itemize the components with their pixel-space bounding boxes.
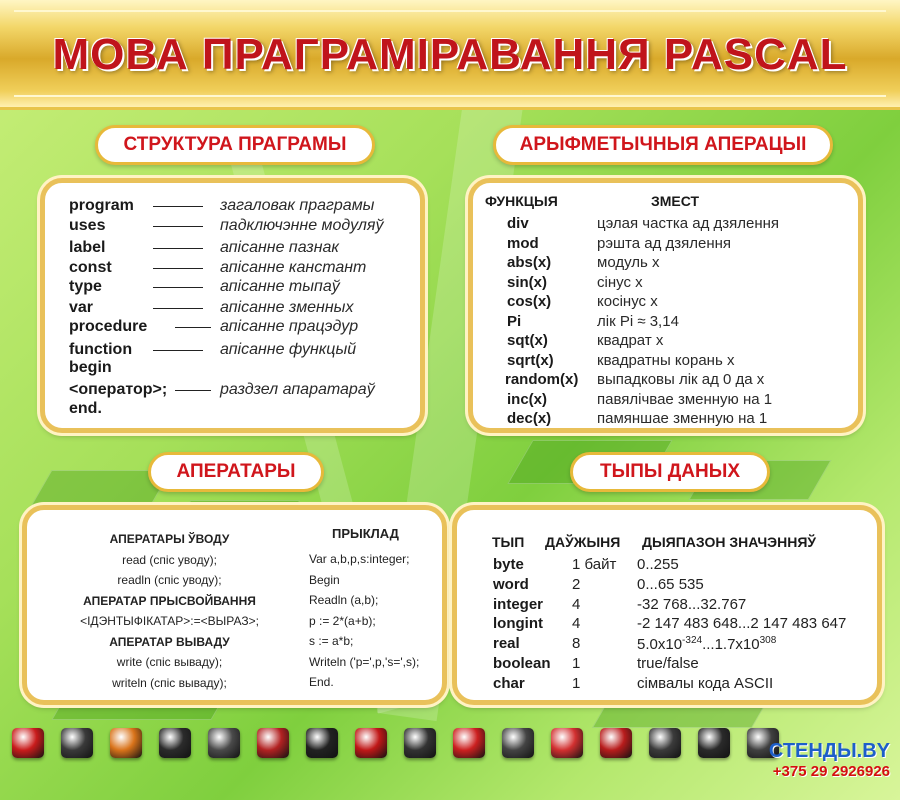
operator-line: readln (спіс уводу);	[117, 573, 222, 587]
operator-section-title: АПЕРАТАР ПРЫСВОЙВАННЯ	[83, 593, 256, 608]
quicktime-icon	[355, 728, 387, 758]
types-heading: ТЫПЫ ДАНЫХ	[570, 452, 770, 492]
arith-description: сінус х	[597, 273, 643, 291]
structure-dash	[153, 226, 203, 227]
type-name: char	[493, 674, 525, 692]
monitor-icon	[453, 728, 485, 758]
type-range: -32 768...32.767	[637, 595, 747, 613]
arith-function: inc(x)	[507, 390, 548, 408]
arith-description: квадрат х	[597, 332, 664, 349]
type-name: integer	[493, 595, 544, 613]
operators-heading: АПЕРАТАРЫ	[148, 452, 324, 492]
example-heading: ПРЫКЛАД	[332, 526, 399, 541]
arith-description: лік Pi ≈ 3,14	[597, 312, 679, 330]
example-code-line: Begin	[309, 572, 340, 587]
icon-bar	[0, 722, 900, 800]
arith-function: abs(x)	[507, 254, 552, 271]
keyboard-icon	[502, 728, 534, 758]
arith-function: div	[507, 215, 529, 232]
type-length: 1 байт	[572, 556, 617, 573]
type-length: 1	[572, 655, 581, 672]
headphones-icon	[306, 728, 338, 758]
folder-icon	[404, 728, 436, 758]
structure-description: апісанне зменных	[220, 299, 354, 316]
structure-panel	[40, 178, 425, 433]
structure-description: раздзел апаратараў	[220, 381, 375, 398]
structure-dash	[153, 268, 203, 269]
printer-icon	[649, 728, 681, 758]
structure-dash	[153, 350, 203, 351]
type-range: 0..255	[637, 556, 679, 573]
arith-function: cos(x)	[507, 293, 552, 310]
type-length: 4	[572, 615, 581, 633]
structure-heading: СТРУКТУРА ПРАГРАМЫ	[95, 125, 375, 165]
arith-function: mod	[507, 234, 539, 252]
structure-dash	[153, 287, 203, 288]
structure-description: падключэнне модуляў	[220, 217, 384, 234]
structure-keyword: function	[69, 341, 133, 358]
type-range	[637, 635, 776, 653]
network-cable-icon	[257, 728, 289, 758]
utorrent-icon	[110, 728, 142, 758]
trash-icon	[698, 728, 730, 758]
operator-line: read (спіс уводу);	[122, 552, 217, 567]
structure-keyword: type	[69, 278, 102, 295]
arith-description: павялічвае зменную на 1	[597, 390, 773, 408]
operator-section-title: АПЕРАТАРЫ ЎВОДУ	[109, 532, 230, 546]
structure-keyword: end.	[69, 400, 102, 417]
trash-icon	[159, 728, 191, 758]
example-code-line: p := 2*(a+b);	[309, 613, 376, 628]
example-code-line: s := a*b;	[309, 634, 354, 648]
type-range-exponent: 308	[759, 635, 777, 647]
structure-description: апісанне працэдур	[220, 318, 359, 335]
arith-description: рэшта ад дзялення	[597, 234, 732, 252]
structure-keyword: label	[69, 239, 106, 256]
type-range: сімвалы кода ASCII	[637, 674, 774, 692]
structure-dash	[175, 327, 211, 328]
structure-description: апісанне пазнак	[220, 239, 339, 256]
arith-description: памяншае зменную на 1	[597, 410, 768, 427]
type-name: word	[493, 575, 529, 593]
operator-section-title: АПЕРАТАР ВЫВАДУ	[109, 634, 230, 649]
type-length: 1	[572, 674, 581, 692]
arith-panel	[468, 178, 863, 433]
operator-line: <ІДЭНТЫФІКАТАР>:=<ВЫРАЗ>;	[80, 614, 259, 628]
type-range-part: ...1.7x10	[702, 636, 760, 654]
arith-function: sin(x)	[507, 273, 548, 291]
operator-line: write (спіс вываду);	[116, 655, 223, 669]
brand-phone: +375 29 2926926	[772, 763, 890, 780]
printer-icon	[208, 728, 240, 758]
type-name: real	[493, 635, 520, 653]
arith-heading: АРЫФМЕТЫЧНЫЯ АПЕРАЦЫІ	[493, 125, 833, 165]
structure-keyword: <оператор>;	[69, 381, 168, 398]
arith-description: квадратны корань х	[597, 351, 735, 369]
type-name: boolean	[493, 655, 551, 672]
example-code-line: Var a,b,p,s:integer;	[309, 552, 410, 566]
structure-keyword: var	[69, 299, 94, 316]
page-title: МОВА ПРАГРАМІРАВАННЯ PASCAL	[52, 30, 848, 79]
type-length: 4	[572, 595, 581, 613]
brand-name: СТЕНДЫ.BY	[768, 740, 890, 762]
arith-function: sqrt(x)	[507, 351, 554, 369]
example-code-line: End.	[309, 675, 334, 689]
arith-function: Pi	[507, 312, 522, 330]
type-length: 8	[572, 635, 581, 653]
structure-description: загаловак праграмы	[220, 197, 375, 214]
type-range: true/false	[637, 655, 699, 672]
types-col-type: ТЫП	[492, 534, 525, 550]
arith-function: random(x)	[505, 371, 579, 388]
type-name: byte	[493, 556, 524, 573]
structure-dash	[153, 248, 203, 249]
tv-icon	[12, 728, 44, 758]
example-code-line: Writeln ('p=',p,'s=',s);	[309, 654, 420, 669]
tv-icon	[600, 728, 632, 758]
structure-description: апісанне функцый	[220, 341, 357, 358]
types-col-range: ДЫЯПАЗОН ЗНАЧЭННЯЎ	[642, 534, 817, 550]
structure-description: апісанне тыпаў	[220, 278, 340, 295]
structure-keyword: const	[69, 259, 112, 276]
type-range: -2 147 483 648...2 147 483 647	[637, 615, 847, 633]
example-code-line: Readln (a,b);	[309, 593, 379, 607]
structure-keyword: program	[69, 197, 134, 214]
type-range-exponent: -324	[682, 635, 703, 647]
types-panel	[452, 505, 882, 705]
structure-dash	[153, 308, 203, 309]
structure-dash	[153, 206, 203, 207]
type-range-part: 5.0x10	[637, 636, 683, 654]
arith-col-content: ЗМЕСТ	[651, 193, 700, 209]
structure-keyword: uses	[69, 217, 106, 234]
structure-description: апісанне канстант	[220, 259, 367, 276]
type-length: 2	[572, 575, 581, 593]
structure-keyword: procedure	[69, 318, 148, 335]
arith-col-function: ФУНКЦЫЯ	[485, 193, 558, 209]
arith-description: косінус х	[597, 293, 658, 310]
operator-line: writeln (спіс вываду);	[112, 675, 227, 690]
structure-keyword: begin	[69, 359, 112, 376]
structure-dash	[175, 390, 211, 391]
type-name: longint	[493, 615, 543, 633]
arith-description: цэлая частка ад дзялення	[597, 215, 780, 232]
arith-function: dec(x)	[507, 410, 552, 427]
type-range: 0...65 535	[637, 575, 704, 593]
arith-description: модуль х	[597, 254, 660, 271]
mouse-icon	[551, 728, 583, 758]
types-col-length: ДАЎЖЫНЯ	[545, 534, 621, 550]
operators-panel	[22, 505, 447, 705]
brand-logo	[769, 740, 890, 780]
printer-icon	[61, 728, 93, 758]
arith-description: выпадковы лік ад 0 да х	[597, 371, 765, 388]
header-banner	[0, 0, 900, 110]
arith-function: sqt(x)	[507, 332, 548, 349]
